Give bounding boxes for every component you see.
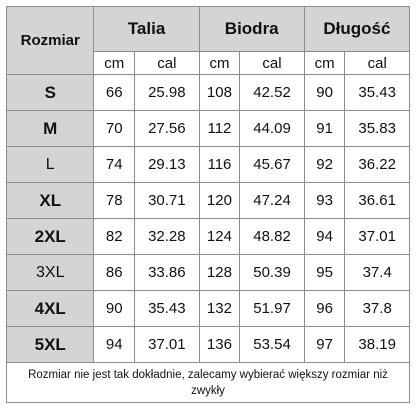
- measurement-cell: 94: [94, 327, 135, 363]
- measurement-cell: 37.01: [135, 327, 200, 363]
- size-label: L: [7, 147, 94, 183]
- measurement-cell: 37.01: [345, 219, 410, 255]
- measurement-cell: 51.97: [240, 291, 305, 327]
- table-row: [7, 183, 410, 219]
- measurement-cell: 78: [94, 183, 135, 219]
- measurement-cell: 33.86: [135, 255, 200, 291]
- unit-header: cal: [240, 52, 305, 75]
- measurement-cell: 112: [199, 111, 240, 147]
- table-row: [7, 111, 410, 147]
- size-label: 2XL: [7, 219, 94, 255]
- size-table-body: [7, 75, 410, 363]
- size-label: 5XL: [7, 327, 94, 363]
- header-row: [7, 7, 410, 52]
- measurement-cell: 30.71: [135, 183, 200, 219]
- unit-header: cal: [135, 52, 200, 75]
- measurement-cell: 92: [304, 147, 345, 183]
- measurement-cell: 48.82: [240, 219, 305, 255]
- measurement-cell: 124: [199, 219, 240, 255]
- measurement-cell: 120: [199, 183, 240, 219]
- size-table: [6, 6, 410, 403]
- size-label: XL: [7, 183, 94, 219]
- measurement-cell: 38.19: [345, 327, 410, 363]
- measurement-cell: 90: [94, 291, 135, 327]
- measurement-cell: 128: [199, 255, 240, 291]
- size-label: 4XL: [7, 291, 94, 327]
- unit-header: cm: [199, 52, 240, 75]
- measurement-cell: 86: [94, 255, 135, 291]
- measurement-cell: 35.43: [345, 75, 410, 111]
- unit-header: cm: [94, 52, 135, 75]
- unit-header: cal: [345, 52, 410, 75]
- measurement-cell: 96: [304, 291, 345, 327]
- measurement-cell: 132: [199, 291, 240, 327]
- table-row: [7, 291, 410, 327]
- measurement-cell: 97: [304, 327, 345, 363]
- measurement-cell: 108: [199, 75, 240, 111]
- measurement-cell: 35.43: [135, 291, 200, 327]
- hips-header: Biodra: [199, 7, 304, 52]
- waist-header: Talia: [94, 7, 199, 52]
- measurement-cell: 50.39: [240, 255, 305, 291]
- measurement-cell: 90: [304, 75, 345, 111]
- table-row: [7, 75, 410, 111]
- measurement-cell: 93: [304, 183, 345, 219]
- measurement-cell: 91: [304, 111, 345, 147]
- measurement-cell: 66: [94, 75, 135, 111]
- size-label: 3XL: [7, 255, 94, 291]
- measurement-cell: 37.4: [345, 255, 410, 291]
- measurement-cell: 74: [94, 147, 135, 183]
- size-label: M: [7, 111, 94, 147]
- measurement-cell: 94: [304, 219, 345, 255]
- measurement-cell: 32.28: [135, 219, 200, 255]
- measurement-cell: 45.67: [240, 147, 305, 183]
- size-note: Rozmiar nie jest tak dokładnie, zalecamy wybierać większy rozmiar niż zwykły: [7, 363, 410, 403]
- measurement-cell: 35.83: [345, 111, 410, 147]
- measurement-cell: 36.22: [345, 147, 410, 183]
- length-header: Długość: [304, 7, 409, 52]
- measurement-cell: 44.09: [240, 111, 305, 147]
- note-row: [7, 363, 410, 403]
- table-row: [7, 219, 410, 255]
- size-column-header: Rozmiar: [7, 7, 94, 75]
- table-row: [7, 327, 410, 363]
- size-label: S: [7, 75, 94, 111]
- measurement-cell: 27.56: [135, 111, 200, 147]
- measurement-cell: 47.24: [240, 183, 305, 219]
- measurement-cell: 136: [199, 327, 240, 363]
- measurement-cell: 29.13: [135, 147, 200, 183]
- measurement-cell: 70: [94, 111, 135, 147]
- measurement-cell: 82: [94, 219, 135, 255]
- measurement-cell: 42.52: [240, 75, 305, 111]
- table-row: [7, 147, 410, 183]
- measurement-cell: 25.98: [135, 75, 200, 111]
- unit-header: cm: [304, 52, 345, 75]
- measurement-cell: 36.61: [345, 183, 410, 219]
- measurement-cell: 37.8: [345, 291, 410, 327]
- measurement-cell: 116: [199, 147, 240, 183]
- measurement-cell: 53.54: [240, 327, 305, 363]
- measurement-cell: 95: [304, 255, 345, 291]
- table-row: [7, 255, 410, 291]
